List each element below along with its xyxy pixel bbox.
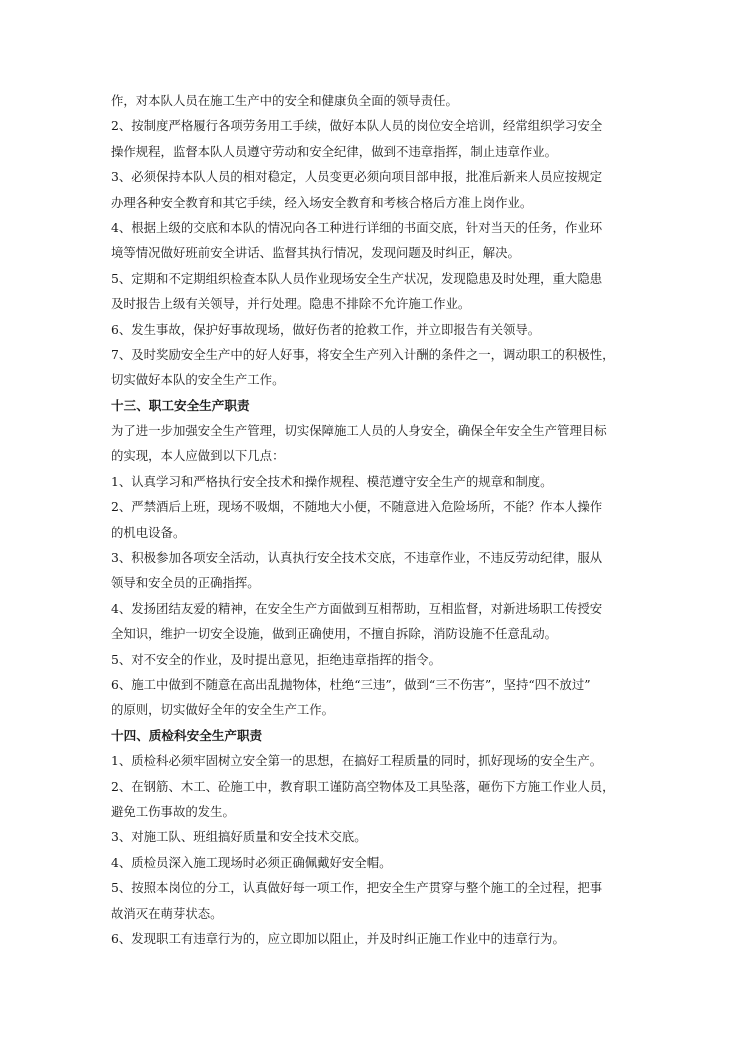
text-line: 2、在钢筋、木工、砼施工中，教育职工谨防高空物体及工具坠落，砸伤下方施工作业人员， <box>111 778 615 794</box>
text-line: 的机电设备。 <box>111 524 186 540</box>
text-line: 境等情况做好班前安全讲话、监督其执行情况，发现问题及时纠正，解决。 <box>111 245 520 261</box>
text-line: 办理各种安全教育和其它手续，经入场安全教育和考核合格后方准上岗作业。 <box>111 194 533 210</box>
text-line: 为了进一步加强安全生产管理，切实保障施工人员的人身安全，确保全年安全生产管理目标 <box>111 423 607 439</box>
text-line: 6、施工中做到不随意在高出乱抛物体，杜绝“三违”，做到“三不伤害”，坚持“四不放过” <box>111 676 591 692</box>
text-line: 5、定期和不定期组织检查本队人员作业现场安全生产状况，发现隐患及时处理，重大隐患 <box>111 270 603 286</box>
text-line: 故消灭在萌芽状态。 <box>111 905 223 921</box>
document-page <box>111 88 651 951</box>
text-line: 及时报告上级有关领导，并行处理。隐患不排除不允许施工作业。 <box>111 296 471 312</box>
text-line: 4、根据上级的交底和本队的情况向各工种进行详细的书面交底，针对当天的任务，作业环 <box>111 219 603 235</box>
text-line: 4、发扬团结友爱的精神，在安全生产方面做到互相帮助，互相监督，对新进场职工传授安 <box>111 600 603 616</box>
text-line: 2、按制度严格履行各项劳务用工手续，做好本队人员的岗位安全培训，经常组织学习安全 <box>111 118 603 134</box>
text-line: 1、质检科必须牢固树立安全第一的思想，在搞好工程质量的同时，抓好现场的安全生产。 <box>111 753 603 769</box>
text-line: 5、按照本岗位的分工，认真做好每一项工作，把安全生产贯穿与整个施工的全过程，把事 <box>111 880 603 896</box>
text-line: 领导和安全员的正确指挥。 <box>111 575 260 591</box>
text-line: 1、认真学习和严格执行安全技术和操作规程、模范遵守安全生产的规章和制度。 <box>111 473 553 489</box>
text-line: 2、严禁酒后上班，现场不吸烟，不随地大小便，不随意进入危险场所，不能？作本人操作 <box>111 499 603 515</box>
text-line: 全知识，维护一切安全设施，做到正确使用，不擅自拆除，消防设施不任意乱动。 <box>111 626 558 642</box>
text-line: 切实做好本队的安全生产工作。 <box>111 372 285 388</box>
text-line: 5、对不安全的作业，及时提出意见，拒绝违章指挥的指令。 <box>111 651 442 667</box>
text-line: 3、积极参加各项安全活动，认真执行安全技术交底，不违章作业，不违反劳动纪律，服从 <box>111 550 603 566</box>
text-line: 避免工伤事故的发生。 <box>111 803 235 819</box>
text-line: 6、发现职工有违章行为的，应立即加以阻止，并及时纠正施工作业中的违章行为。 <box>111 930 565 946</box>
section-heading: 十四、质检科安全生产职责 <box>111 727 263 743</box>
text-line: 的原则，切实做好全年的安全生产工作。 <box>111 702 335 718</box>
text-line: 4、质检员深入施工现场时必须正确佩戴好安全帽。 <box>111 854 392 870</box>
text-line: 的实现，本人应做到以下几点： <box>111 448 285 464</box>
text-line: 3、必须保持本队人员的相对稳定，人员变更必须向项目部申报，批准后新来人员应按规定 <box>111 169 603 185</box>
text-line: 6、发生事故，保护好事故现场，做好伤者的抢救工作，并立即报告有关领导。 <box>111 321 541 337</box>
text-line: 7、及时奖励安全生产中的好人好事，将安全生产列入计酬的条件之一，调动职工的积极性， <box>111 346 615 362</box>
text-line: 3、对施工队、班组搞好质量和安全技术交底。 <box>111 829 367 845</box>
text-line: 作，对本队人员在施工生产中的安全和健康负全面的领导责任。 <box>111 93 458 108</box>
section-heading: 十三、职工安全生产职责 <box>111 397 250 413</box>
text-line: 操作规程，监督本队人员遵守劳动和安全纪律，做到不违章指挥，制止违章作业。 <box>111 143 558 159</box>
